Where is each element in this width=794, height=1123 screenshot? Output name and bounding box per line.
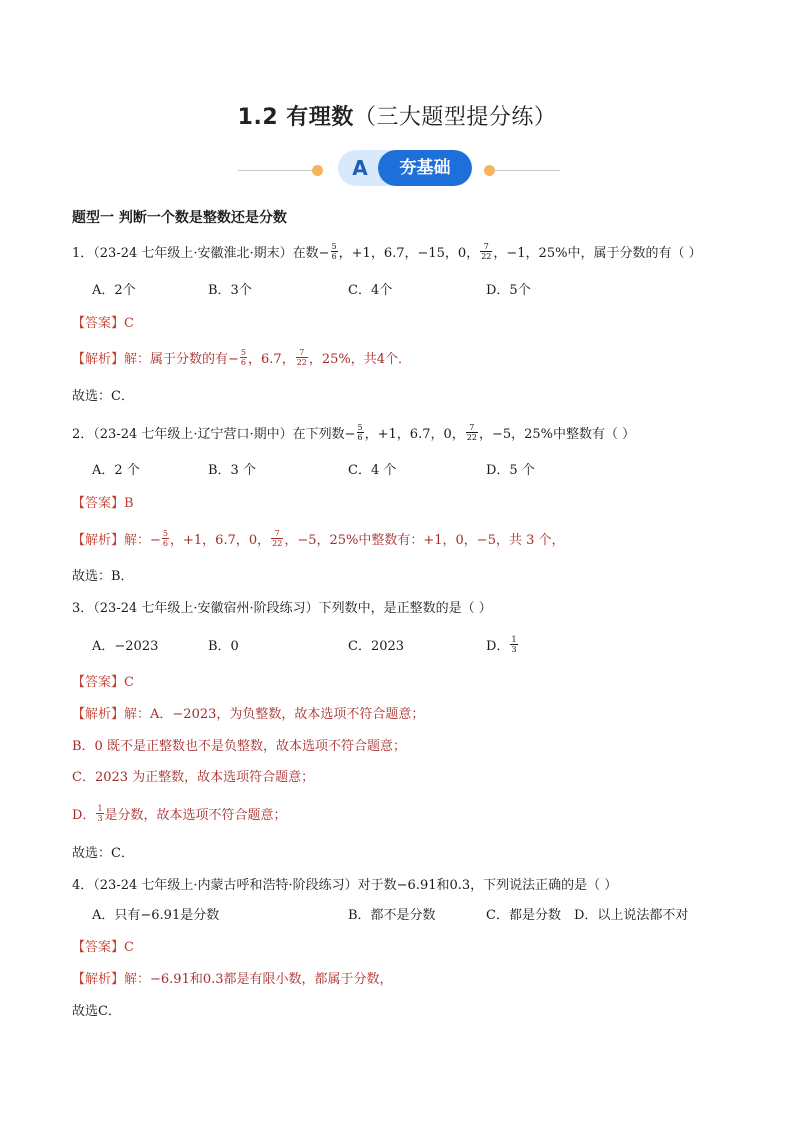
level-label: 夯基础 [378, 150, 472, 186]
q1-f1-num: 5 [331, 242, 337, 251]
q1-option-d: D．5个 [486, 283, 531, 298]
q2-option-b: B．3 个 [208, 463, 256, 478]
q2-f2-num: 7 [466, 423, 478, 433]
question-3-stem: 3．（23-24 七年级上·安徽宿州·阶段练习）下列数中，是正整数的是（ ） [72, 601, 492, 616]
title-main: 1.2 有理数 [237, 105, 354, 130]
q3-option-d-fraction [510, 635, 517, 654]
q1-exp-c: ，25%，共4个． [308, 352, 412, 367]
q4-explanation [72, 970, 393, 990]
q2-exp-fraction-1 [162, 529, 169, 548]
q3-explanation-c: C．2023 为正整数，故本选项符合题意； [72, 770, 315, 785]
q1-minus: − [318, 246, 330, 261]
q4-exp-a: −6.91和0.3都是有限小数，都属于分数， [150, 972, 393, 987]
q3-explanation-b: B．0 既不是正整数也不是负整数，故本选项不符合题意； [72, 739, 406, 754]
banner-left-dot [312, 165, 323, 176]
q4-option-a: A．只有−6.91是分数 [92, 908, 220, 923]
q3-choose: 故选：C． [72, 846, 134, 861]
q1-exp-f2-num: 7 [296, 348, 308, 358]
q3-option-b: B．0 [208, 639, 239, 654]
q2-option-d: D．5 个 [486, 463, 535, 478]
q2-option-c: C．4 个 [348, 463, 397, 478]
q2-exp-f1-den: 6 [162, 539, 169, 548]
q1-fraction-2 [480, 242, 492, 261]
q2-exp-a: − [150, 533, 161, 548]
level-badge [338, 150, 472, 186]
q3-option-d [486, 637, 519, 657]
q1-f2-den: 22 [481, 252, 492, 261]
q4-option-c: C．都是分数 [486, 908, 561, 923]
q2-stem-mid: ，+1，6.7，0， [364, 427, 465, 442]
question-4-stem: 4．（23-24 七年级上·内蒙古呼和浩特·阶段练习）对于数−6.91和0.3，下列说法正确的是（ ） [72, 878, 618, 893]
banner-right-line [494, 170, 560, 171]
section-banner [0, 148, 794, 188]
section-heading: 题型一 判断一个数是整数还是分数 [72, 210, 287, 226]
q2-choose: 故选：B． [72, 569, 134, 584]
q1-choose: 故选：C． [72, 389, 134, 404]
q3-d-num: 1 [511, 635, 517, 644]
q2-exp-fraction-2 [271, 529, 283, 548]
q3-exp-label: 【解析】解： [72, 707, 151, 722]
q2-exp-f2-den: 22 [272, 539, 283, 548]
q1-fraction-1 [331, 242, 338, 261]
q1-option-c: C．4个 [348, 283, 393, 298]
q3-exp-d: 是分数，故本选项不符合题意； [104, 808, 287, 823]
q1-exp-f1-num: 5 [240, 348, 247, 357]
q2-fraction-1 [357, 423, 364, 442]
q1-exp-a: 属于分数的有− [150, 352, 239, 367]
q1-exp-fraction-2 [296, 348, 308, 367]
q2-exp-f2-num: 7 [271, 529, 283, 539]
q2-exp-b: ，+1，6.7，0， [170, 533, 271, 548]
level-letter: A [352, 156, 368, 180]
q3-exp-d-pre: D． [72, 808, 96, 823]
q1-f2-num: 7 [480, 242, 492, 252]
q1-exp-f2-den: 22 [296, 358, 307, 367]
banner-left-line [238, 170, 316, 171]
q3-answer: 【答案】C [72, 675, 134, 690]
q3-exp-d-fraction [96, 804, 103, 823]
q2-exp-f1-num: 5 [162, 529, 169, 538]
q3-explanation-d [72, 806, 287, 826]
q2-stem-end: ，−5，25%中整数有（ ） [478, 427, 636, 442]
q1-exp-b: ，6.7， [248, 352, 295, 367]
q1-stem-mid: ，+1，6.7，−15，0， [338, 246, 480, 261]
q1-answer: 【答案】C [72, 316, 134, 331]
q2-stem-text: 2．（23-24 七年级上·辽宁营口·期中）在下列数− [72, 427, 356, 442]
q1-exp-fraction-1 [240, 348, 247, 367]
q2-explanation [72, 531, 565, 551]
q4-option-b: B．都不是分数 [348, 908, 436, 923]
q1-explanation [72, 350, 411, 370]
page-title [0, 100, 794, 131]
q1-exp-f1-den: 6 [240, 358, 247, 367]
q2-exp-c: ，−5，25%中整数有：+1，0，−5，共 3 个， [284, 533, 565, 548]
q1-option-b: B．3个 [208, 283, 252, 298]
q3-d-den: 3 [511, 645, 517, 654]
q2-f1-num: 5 [357, 423, 363, 432]
q1-exp-label: 【解析】解： [72, 352, 151, 367]
title-sub: （三大题型提分练） [353, 105, 557, 130]
q3-option-c: C．2023 [348, 639, 405, 654]
q2-f2-den: 22 [466, 433, 477, 442]
question-1-stem [72, 244, 702, 264]
q4-exp-label: 【解析】解： [72, 972, 151, 987]
q2-answer: 【答案】B [72, 496, 134, 511]
q1-stem-end: ，−1，25%中，属于分数的有（ ） [493, 246, 702, 261]
q1-f1-den: 6 [331, 252, 337, 261]
q3-exp-d-num: 1 [97, 804, 103, 813]
q2-option-a: A．2 个 [92, 463, 140, 478]
q4-choose: 故选C． [72, 1004, 121, 1019]
q2-exp-label: 【解析】解： [72, 533, 151, 548]
q2-f1-den: 6 [357, 433, 363, 442]
q3-exp-a: A．−2023，为负整数，故本选项不符合题意； [150, 707, 425, 722]
question-2-stem [72, 425, 635, 445]
q3-explanation-a [72, 705, 424, 725]
q1-stem-text: 1．（23-24 七年级上·安徽淮北·期末）在数 [72, 246, 319, 261]
q3-exp-d-den: 3 [97, 814, 103, 823]
q4-answer: 【答案】C [72, 940, 134, 955]
q1-option-a: A．2个 [92, 283, 136, 298]
q3-option-a: A．−2023 [92, 639, 159, 654]
q4-option-d: D．以上说法都不对 [574, 908, 689, 923]
q2-fraction-2 [466, 423, 478, 442]
q3-option-d-label: D． [486, 639, 510, 654]
